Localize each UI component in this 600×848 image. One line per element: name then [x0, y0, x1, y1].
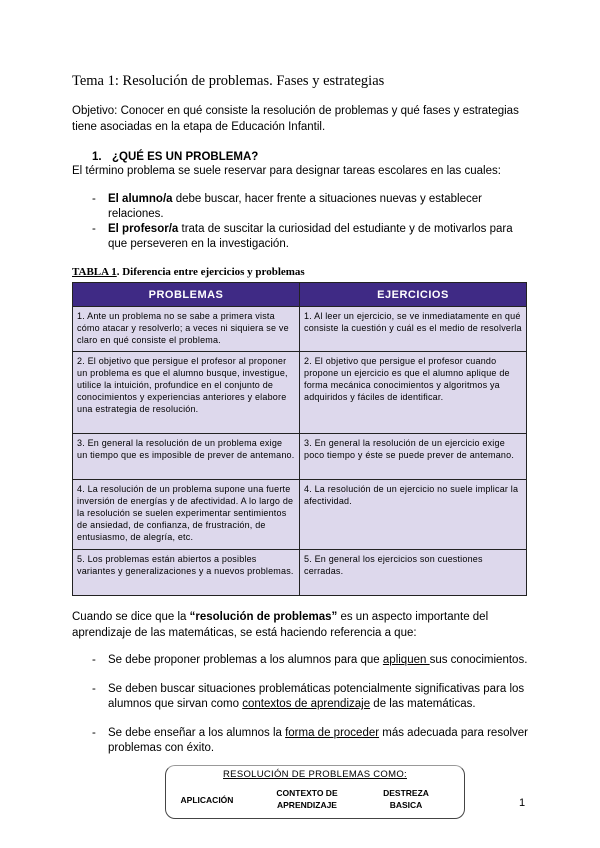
table-cell: 2. El objetivo que persigue el profesor cuando propone un ejercicio es que el alumno aplique de forma mecánica conocimientos y algoritmos ya adquiridos y fáciles de identificar. [300, 352, 527, 434]
table-caption [72, 266, 305, 278]
list-item: - El profesor/a trata de suscitar la curiosidad del estudiante y de motivarlos para que perseveren en la investigación. [92, 223, 513, 250]
table-cell: 4. La resolución de un problema supone una fuerte inversión de energías y de afectividad. A lo largo de la resolución se suelen experimentar sentimientos de ansiedad, de confianza, de frustración, de entusiasmo, de alegría, etc. [73, 480, 300, 550]
diagram-box [165, 765, 465, 819]
bullet-bold: El profesor/a [108, 223, 179, 235]
diagram-item-contexto: CONTEXTO DE APRENDIZAJE [276, 788, 338, 810]
table-cell: 3. En general la resolución de un problema exige un tiempo que es imposible de prever de antemano. [73, 434, 300, 480]
table-cell: 5. Los problemas están abiertos a posibles variantes y generalizaciones y a nuevos problemas. [73, 550, 300, 596]
underlined-term: forma de proceder [285, 727, 380, 739]
bullet-text: debe buscar, hacer frente a situaciones nuevas y establecer relaciones. [108, 193, 482, 220]
section-heading [92, 151, 258, 163]
table-cell: 3. En general la resolución de un ejercicio exige poco tiempo y éste se puede prever de antemano. [300, 434, 527, 480]
table-row [73, 434, 527, 480]
table-row [73, 352, 527, 434]
objective-text: Objetivo: Conocer en qué consiste la resolución de problemas y qué fases y estrategias tiene asociadas en la etapa de Educación Infantil. [72, 105, 519, 133]
underlined-term: contextos de aprendizaje [242, 698, 371, 710]
table-row [73, 480, 527, 550]
diagram-item-destreza: DESTREZA BASICA [383, 788, 429, 810]
table-row [73, 307, 527, 352]
table-caption-label: TABLA 1 [72, 266, 117, 278]
table-cell: 1. Ante un problema no se sabe a primera vista cómo atacar y resolverlo; a veces ni siquiera se ve claro en qué consiste el problema. [73, 307, 300, 352]
section-intro: El término problema se suele reservar para designar tareas escolares en las cuales: [72, 165, 501, 177]
bullet-bold: El alumno/a [108, 193, 173, 205]
table-row [73, 550, 527, 596]
body-paragraph: Cuando se dice que la “resolución de problemas” es un aspecto importante del aprendizaje de las matemáticas, se está haciendo referencia a que: [72, 611, 489, 639]
section-title: ¿QUÉ ES UN PROBLEMA? [112, 151, 259, 163]
page-number: 1 [519, 797, 526, 809]
table-cell: 2. El objetivo que persigue el profesor al proponer un problema es que el alumno busque, investigue, utilice la intuición, profundice en el conjunto de conocimientos y experiencias anteriores y elabore una estrategia de resolución. [73, 352, 300, 434]
diagram-title: RESOLUCIÓN DE PROBLEMAS COMO: [223, 769, 407, 780]
table-caption-text: . Diferencia entre ejercicios y problemas [116, 266, 305, 278]
list-item: - Se debe proponer problemas a los alumnos para que apliquen sus conocimientos. [92, 654, 528, 666]
table-cell: 1. Al leer un ejercicio, se ve inmediatamente en qué consiste la cuestión y cuál es el medio de resolverla [300, 307, 527, 352]
table-header-ejercicios: EJERCICIOS [300, 283, 527, 307]
table-cell: 5. En general los ejercicios son cuestiones cerradas. [300, 550, 527, 596]
document-title: Tema 1: Resolución de problemas. Fases y estrategias [72, 73, 385, 89]
list-item: - Se deben buscar situaciones problemáticas potencialmente significativas para los alumnos que sirvan como contextos de aprendizaje de las matemáticas. [92, 683, 525, 710]
paragraph-bold: “resolución de problemas” [189, 611, 338, 623]
underlined-term: apliquen [382, 654, 430, 666]
table-cell: 4. La resolución de un ejercicio no suele implicar la afectividad. [300, 480, 527, 550]
list-item: - Se debe enseñar a los alumnos la forma de proceder más adecuada para resolver problemas con éxito. [92, 727, 529, 754]
section-number: 1. [92, 151, 102, 163]
list-item: - El alumno/a debe buscar, hacer frente a situaciones nuevas y establecer relaciones. [92, 193, 482, 220]
diagram-item-aplicacion: APLICACIÓN [180, 795, 234, 805]
table-header-problemas: PROBLEMAS [73, 283, 300, 307]
bullet-text: trata de suscitar la curiosidad del estudiante y de motivarlos para que perseveren en la investigación. [108, 223, 513, 250]
comparison-table [72, 282, 527, 596]
